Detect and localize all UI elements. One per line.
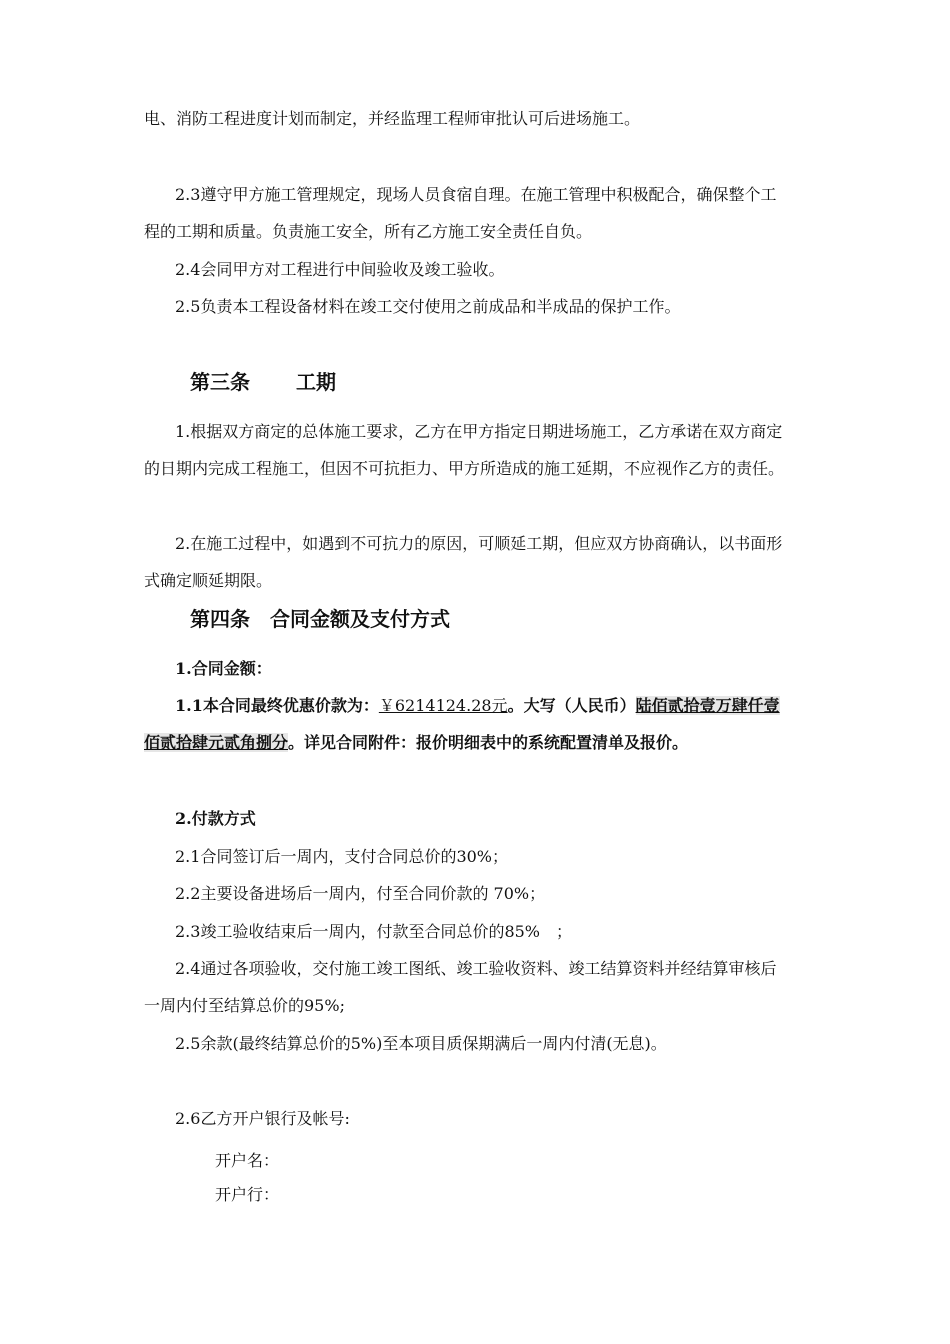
amount-in-words-cont: 佰贰拾肆元贰角捌分 xyxy=(144,733,289,752)
article-3-clause-1: 1.根据双方商定的总体施工要求，乙方在甲方指定日期进场施工，乙方承诺在双方商定 xyxy=(175,422,783,441)
payment-2-4-cont: 一周内付至结算总价的95%; xyxy=(144,996,345,1015)
amount-in-words: 陆佰贰拾壹万肆仟壹 xyxy=(635,696,780,715)
amount-note: 。详见合同附件：报价明细表中的系统配置清单及报价。 xyxy=(288,733,689,752)
article-3-clause-2: 2.在施工过程中，如遇到不可抗力的原因，可顺延工期，但应双方协商确认，以书面形 xyxy=(175,534,783,553)
article-3-clause-2-cont: 式确定顺延期限。 xyxy=(144,571,273,590)
payment-2-1: 2.1合同签订后一周内，支付合同总价的30%； xyxy=(175,847,509,866)
account-name-label: 开户名： xyxy=(215,1151,280,1170)
article-4-number: 第四条 xyxy=(190,607,250,631)
account-bank-label: 开户行： xyxy=(215,1185,280,1204)
article-3-title: 工期 xyxy=(296,370,336,394)
amount-value: ￥6214124.28元 xyxy=(378,696,508,715)
article-3-heading xyxy=(190,371,336,393)
article-4-title: 合同金额及支付方式 xyxy=(270,607,450,631)
article-3-clause-1-cont: 的日期内完成工程施工，但因不可抗拒力、甲方所造成的施工延期，不应视作乙方的责任。 xyxy=(144,459,785,478)
contract-amount-heading: 1.合同金额： xyxy=(175,659,272,678)
payment-2-3: 2.3竣工验收结束后一周内，付款至合同总价的85% ； xyxy=(175,922,573,941)
contract-amount-line xyxy=(175,695,780,717)
article-4-heading xyxy=(190,608,450,630)
clause-2-3: 2.3遵守甲方施工管理规定，现场人员食宿自理。在施工管理中积极配合，确保整个工 xyxy=(175,185,777,204)
clause-2-4: 2.4会同甲方对工程进行中间验收及竣工验收。 xyxy=(175,260,505,279)
contract-amount-line-cont xyxy=(144,732,688,754)
article-3-number: 第三条 xyxy=(190,370,250,394)
amount-words-label: 。大写（人民币） xyxy=(507,696,636,715)
payment-2-2: 2.2主要设备进场后一周内，付至合同价款的 70%； xyxy=(175,884,546,903)
clause-2-5: 2.5负责本工程设备材料在竣工交付使用之前成品和半成品的保护工作。 xyxy=(175,297,681,316)
clause-2-3-cont: 程的工期和质量。负责施工安全，所有乙方施工安全责任自负。 xyxy=(144,222,593,241)
payment-2-4: 2.4通过各项验收，交付施工竣工图纸、竣工验收资料、竣工结算资料并经结算审核后 xyxy=(175,959,777,978)
amount-label: 1.1本合同最终优惠价款为： xyxy=(175,696,379,715)
payment-method-heading: 2.付款方式 xyxy=(175,809,256,828)
payment-2-5: 2.5余款(最终结算总价的5%)至本项目质保期满后一周内付清(无息)。 xyxy=(175,1034,667,1053)
payment-2-6: 2.6乙方开户银行及帐号: xyxy=(175,1109,350,1128)
paragraph-line: 电、消防工程进度计划而制定，并经监理工程师审批认可后进场施工。 xyxy=(144,109,641,128)
